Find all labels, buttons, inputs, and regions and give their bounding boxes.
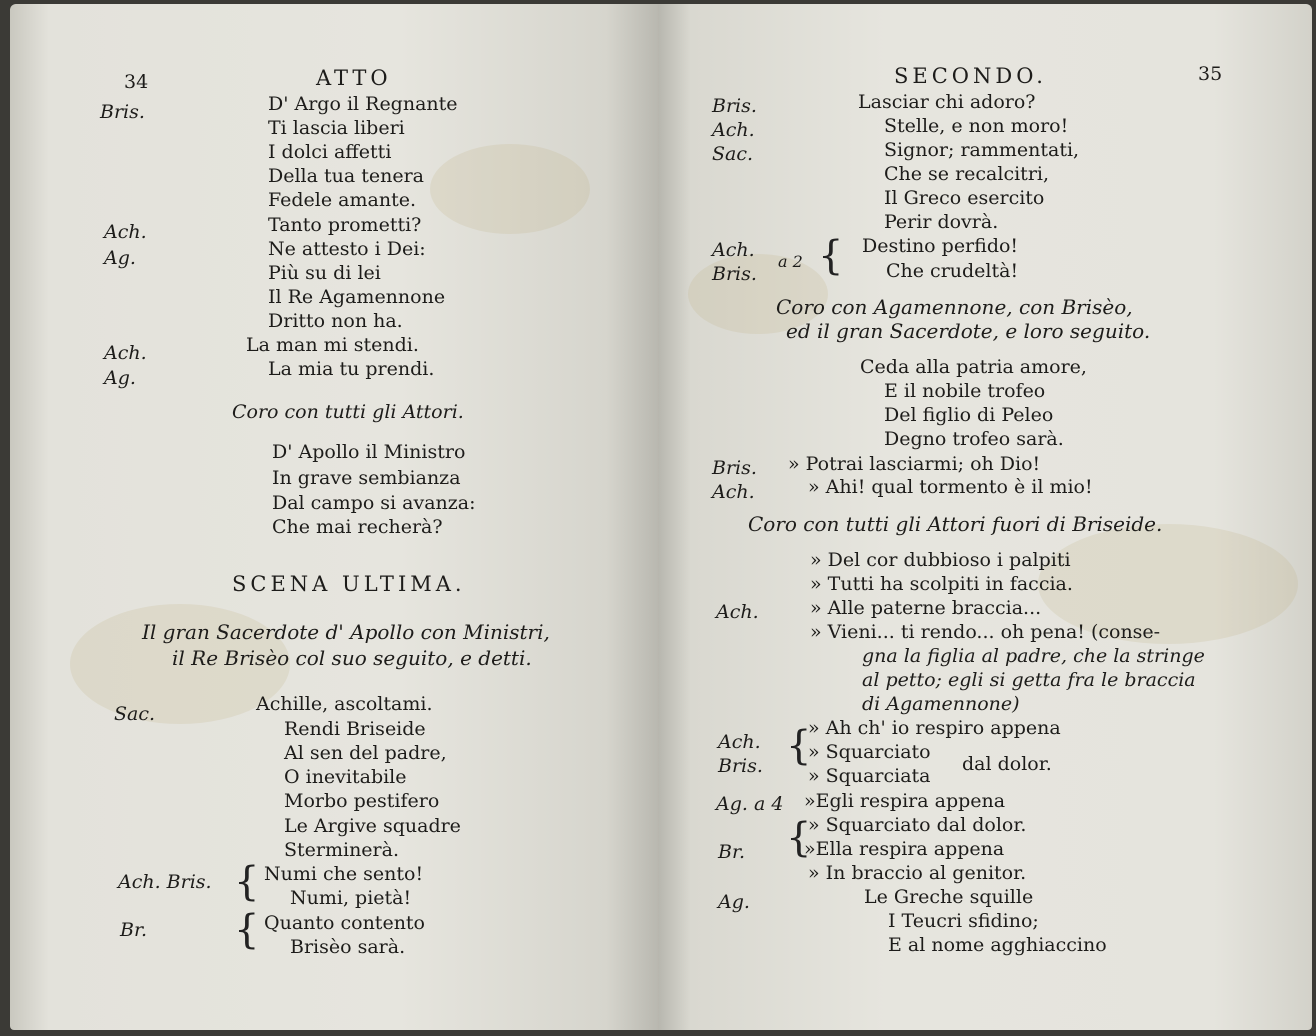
verse-line: D' Apollo il Ministro [272, 441, 466, 463]
verse-line: » Del cor dubbioso i palpiti [810, 549, 1071, 571]
brace: { [786, 815, 812, 861]
speaker-label: Ach. [718, 731, 761, 753]
verse-line: dal dolor. [962, 753, 1052, 775]
verse-line: » In braccio al genitor. [808, 862, 1027, 884]
speaker-label: Br. [718, 841, 745, 863]
brace: { [234, 859, 260, 905]
speaker-label: Ag. [104, 367, 136, 389]
verse-line: Degno trofeo sarà. [884, 428, 1064, 450]
verse-line: » Ahi! qual tormento è il mio! [808, 476, 1093, 498]
verse-line: E il nobile trofeo [884, 380, 1046, 402]
speaker-label: Sac. [712, 143, 754, 165]
verse-line: Sterminerà. [284, 839, 400, 861]
verse-line: Destino perfido! [862, 235, 1019, 257]
verse-line: La mia tu prendi. [268, 358, 435, 380]
speaker-label: Bris. [100, 101, 145, 123]
verse-line: Che crudeltà! [886, 260, 1019, 282]
stage-direction: di Agamennone) [862, 693, 1020, 715]
running-header: SECONDO. [894, 64, 1047, 88]
speaker-label: Bris. [712, 263, 757, 285]
verse-line: »Ella respira appena [804, 838, 1005, 860]
speaker-label: Ag. [718, 891, 750, 913]
verse-line: I Teucri sfidino; [888, 910, 1039, 932]
speaker-label: Ach. [712, 239, 755, 261]
verse-line: Quanto contento [264, 912, 425, 934]
speaker-label: a 2 [778, 252, 803, 271]
stage-direction: ed il gran Sacerdote, e loro seguito. [786, 319, 1151, 343]
verse-line: Dal campo si avanza: [272, 492, 476, 514]
verse-line: Morbo pestifero [284, 790, 440, 812]
speaker-label: Ach. Bris. [118, 871, 212, 893]
running-header: ATTO [316, 66, 392, 90]
verse-line: Numi che sento! [264, 863, 424, 885]
verse-line: Che se recalcitri, [884, 163, 1050, 185]
speaker-label: Ach. [712, 481, 755, 503]
speaker-label: Ach. [712, 119, 755, 141]
stage-direction: al petto; egli si getta fra le braccia [862, 669, 1196, 691]
verse-line: Al sen del padre, [284, 742, 447, 764]
stage-direction: Coro con Agamennone, con Brisèo, [776, 295, 1133, 319]
verse-line: Che mai recherà? [272, 516, 443, 538]
speaker-label: Bris. [712, 457, 757, 479]
verse-line: La man mi stendi. [246, 334, 419, 356]
stage-direction: Coro con tutti gli Attori fuori di Briseide. [748, 512, 1163, 536]
stage-direction: Il gran Sacerdote d' Apollo con Ministri, [142, 620, 550, 644]
verse-line: Le Greche squille [864, 886, 1034, 908]
verse-line: Lasciar chi adoro? [858, 91, 1036, 113]
verse-line: Più su di lei [268, 262, 381, 284]
verse-line: » Tutti ha scolpiti in faccia. [810, 573, 1073, 595]
verse-line: » Squarciata [808, 765, 931, 787]
verse-line: Del figlio di Peleo [884, 404, 1054, 426]
verse-line: Rendi Briseide [284, 718, 426, 740]
brace: { [818, 233, 844, 279]
scene-heading: SCENA ULTIMA. [232, 572, 466, 596]
speaker-label: Ag. a 4 [716, 793, 784, 815]
verse-line: D' Argo il Regnante [268, 93, 458, 115]
verse-line: » Ah ch' io respiro appena [808, 717, 1061, 739]
speaker-label: Ach. [104, 342, 147, 364]
right-page [658, 4, 1312, 1030]
speaker-label: Ach. [716, 601, 759, 623]
brace: { [786, 723, 812, 769]
verse-line: Il Re Agamennone [268, 286, 446, 308]
stage-direction: Coro con tutti gli Attori. [232, 401, 464, 423]
verse-line: Dritto non ha. [268, 310, 403, 332]
page-number: 35 [1198, 63, 1223, 85]
speaker-label: Br. [120, 919, 147, 941]
speaker-label: Sac. [114, 703, 156, 725]
verse-line: Il Greco esercito [884, 187, 1045, 209]
verse-line: Signor; rammentati, [884, 139, 1080, 161]
speaker-label: Bris. [718, 755, 763, 777]
left-page [10, 4, 658, 1030]
verse-line: » Alle paterne braccia... [810, 597, 1042, 619]
verse-line: » Vieni... ti rendo... oh pena! (conse- [810, 621, 1161, 643]
verse-line: Numi, pietà! [290, 887, 412, 909]
verse-line: Ceda alla patria amore, [860, 356, 1087, 378]
verse-line: »Egli respira appena [804, 790, 1006, 812]
verse-line: Brisèo sarà. [290, 936, 406, 958]
verse-line: Ne attesto i Dei: [268, 238, 426, 260]
verse-line: Perir dovrà. [884, 211, 999, 233]
speaker-label: Ach. [104, 221, 147, 243]
verse-line: » Potrai lasciarmi; oh Dio! [788, 453, 1041, 475]
stage-direction: il Re Brisèo col suo seguito, e detti. [172, 646, 532, 670]
brace: { [234, 907, 260, 953]
verse-line: O inevitabile [284, 766, 407, 788]
speaker-label: Bris. [712, 95, 757, 117]
verse-line: Tanto prometti? [268, 214, 422, 236]
page-number: 34 [124, 71, 149, 93]
verse-line: Della tua tenera [268, 165, 425, 187]
verse-line: Fedele amante. [268, 189, 416, 211]
verse-line: Ti lascia liberi [268, 117, 405, 139]
verse-line: E al nome agghiaccino [888, 934, 1107, 956]
verse-line: Le Argive squadre [284, 815, 461, 837]
verse-line: » Squarciato [808, 741, 931, 763]
verse-line: » Squarciato dal dolor. [808, 814, 1027, 836]
verse-line: Stelle, e non moro! [884, 115, 1069, 137]
verse-line: In grave sembianza [272, 467, 461, 489]
verse-line: I dolci affetti [268, 141, 392, 163]
speaker-label: Ag. [104, 247, 136, 269]
stage-direction: gna la figlia al padre, che la stringe [862, 645, 1205, 667]
verse-line: Achille, ascoltami. [256, 693, 433, 715]
